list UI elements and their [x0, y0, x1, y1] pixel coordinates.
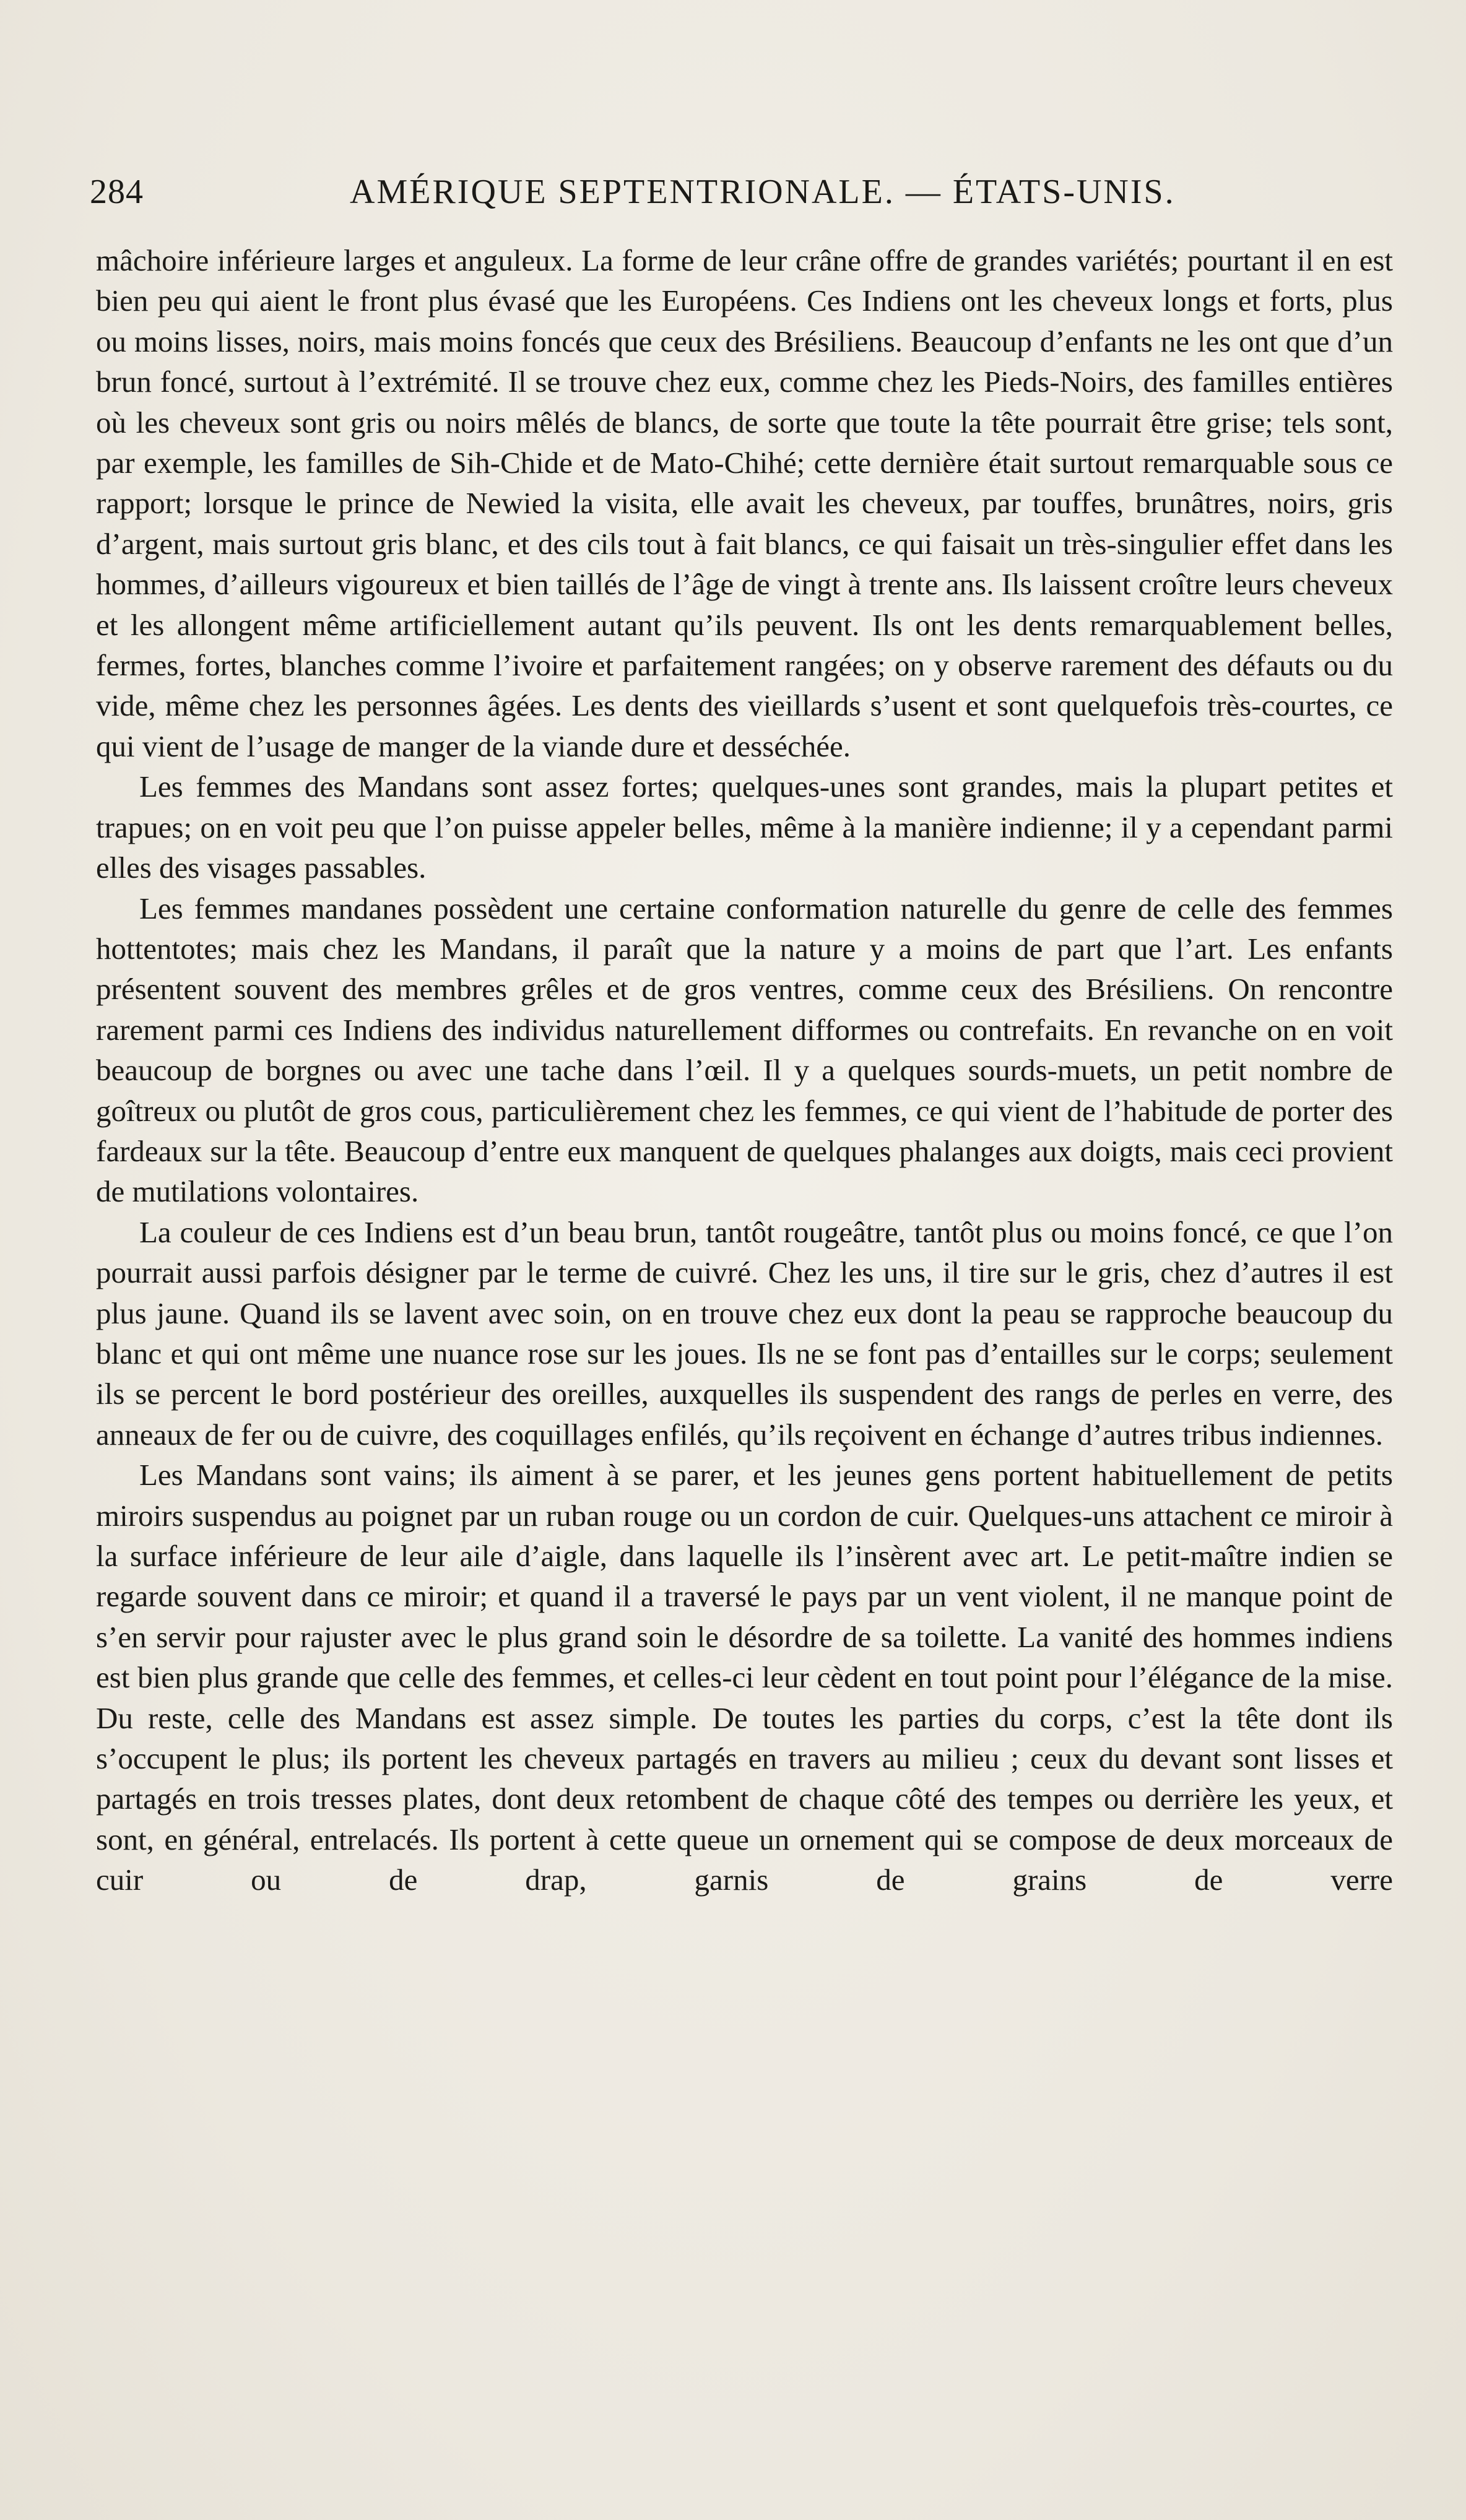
running-title: AMÉRIQUE SEPTENTRIONALE. — ÉTATS-UNIS.	[350, 173, 1176, 211]
paragraph: Les femmes des Mandans sont assez fortes; quelques-unes sont grandes, mais la plupart petites et trapues; on en voit peu que l’on puisse appeler belles, même à la manière indienne; il y a cependant parmi elles des visages passables.	[96, 769, 1393, 885]
paragraph: Les femmes mandanes possèdent une certaine conformation naturelle du genre de celle des femmes hottentotes; mais chez les Mandans, il paraît que la nature y a moins de part que l’art. Les enfants présentent souvent des membres grêles et de gros ventres, comme ceux des Brésiliens. On rencontre rarement parmi ces Indiens des individus naturellement difformes ou contrefaits. En revanche on en voit beaucoup de borgnes ou avec une tache dans l’œil. Il y a quelques sourds-muets, un petit nombre de goîtreux ou plutôt de gros cous, particulièrement chez les femmes, ce qui vient de l’habitude de porter des fardeaux sur la tête. Beaucoup d’entre eux manquent de quelques phalanges aux doigts, mais ceci provient de mutilations volontaires.	[96, 891, 1393, 1209]
body-text	[96, 240, 1393, 1900]
page-number: 284	[90, 173, 144, 211]
paragraph-continued: mâchoire inférieure larges et anguleux. La forme de leur crâne offre de grandes variétés; pourtant il en est bien peu qui aient le front plus évasé que les Européens. Ces Indiens ont les cheveux longs et forts, plus ou moins lisses, noirs, mais moins foncés que ceux des Brésiliens. Beaucoup d’enfants ne les ont que d’un brun foncé, surtout à l’extrémité. Il se trouve chez eux, comme chez les Pieds-Noirs, des familles entières où les cheveux sont gris ou noirs mêlés de blancs, de sorte que toute la tête pourrait être grise; tels sont, par exemple, les familles de Sih-Chide et de Mato-Chihé; cette dernière était surtout remarquable sous ce rapport; lorsque le prince de Newied la visita, elle avait les cheveux, par touffes, brunâtres, noirs, gris d’argent, mais surtout gris blanc, et des cils tout à fait blancs, ce qui faisait un très-singulier effet dans les hommes, d’ailleurs vigoureux et bien taillés de l’âge de vingt à trente ans. Ils laissent croître leurs cheveux et les allongent même artificiellement autant qu’ils peuvent. Ils ont les dents remarquablement belles, fermes, fortes, blanches comme l’ivoire et parfaitement rangées; on y observe rarement des défauts ou du vide, même chez les personnes âgées. Les dents des vieillards s’usent et sont quelquefois très-courtes, ce qui vient de l’usage de manger de la viande dure et desséchée.	[96, 243, 1393, 763]
paragraph: La couleur de ces Indiens est d’un beau brun, tantôt rougeâtre, tantôt plus ou moins foncé, ce que l’on pourrait aussi parfois désigner par le terme de cuivré. Chez les uns, il tire sur le gris, chez d’autres il est plus jaune. Quand ils se lavent avec soin, on en trouve chez eux dont la peau se rapproche beaucoup du blanc et qui ont même une nuance rose sur les joues. Ils ne se font pas d’entailles sur le corps; seulement ils se percent le bord postérieur des oreilles, auxquelles ils suspendent des rangs de perles en verre, des anneaux de fer ou de cuivre, des coquillages enfilés, qu’ils reçoivent en échange d’autres tribus indiennes.	[96, 1215, 1393, 1452]
paragraph: Les Mandans sont vains; ils aiment à se parer, et les jeunes gens portent habituellement de petits miroirs suspendus au poignet par un ruban rouge ou un cordon de cuir. Quelques-uns attachent ce miroir à la surface inférieure de leur aile d’aigle, dans laquelle ils l’insèrent avec art. Le petit-maître indien se regarde souvent dans ce miroir; et quand il a traversé le pays par un vent violent, il ne manque point de s’en servir pour rajuster avec le plus grand soin le désordre de sa toilette. La vanité des hommes indiens est bien plus grande que celle des femmes, et celles-ci leur cèdent en tout point pour l’élégance de la mise. Du reste, celle des Mandans est assez simple. De toutes les parties du corps, c’est la tête dont ils s’occupent le plus; ils portent les cheveux partagés en travers au milieu ; ceux du devant sont lisses et partagés en trois tresses plates, dont deux retombent de chaque côté des tempes ou derrière les yeux, et sont, en général, entrelacés. Ils portent à cette queue un ornement qui se compose de deux morceaux de cuir ou de drap, garnis de grains de verre	[96, 1458, 1393, 1897]
page-header	[90, 167, 1393, 217]
